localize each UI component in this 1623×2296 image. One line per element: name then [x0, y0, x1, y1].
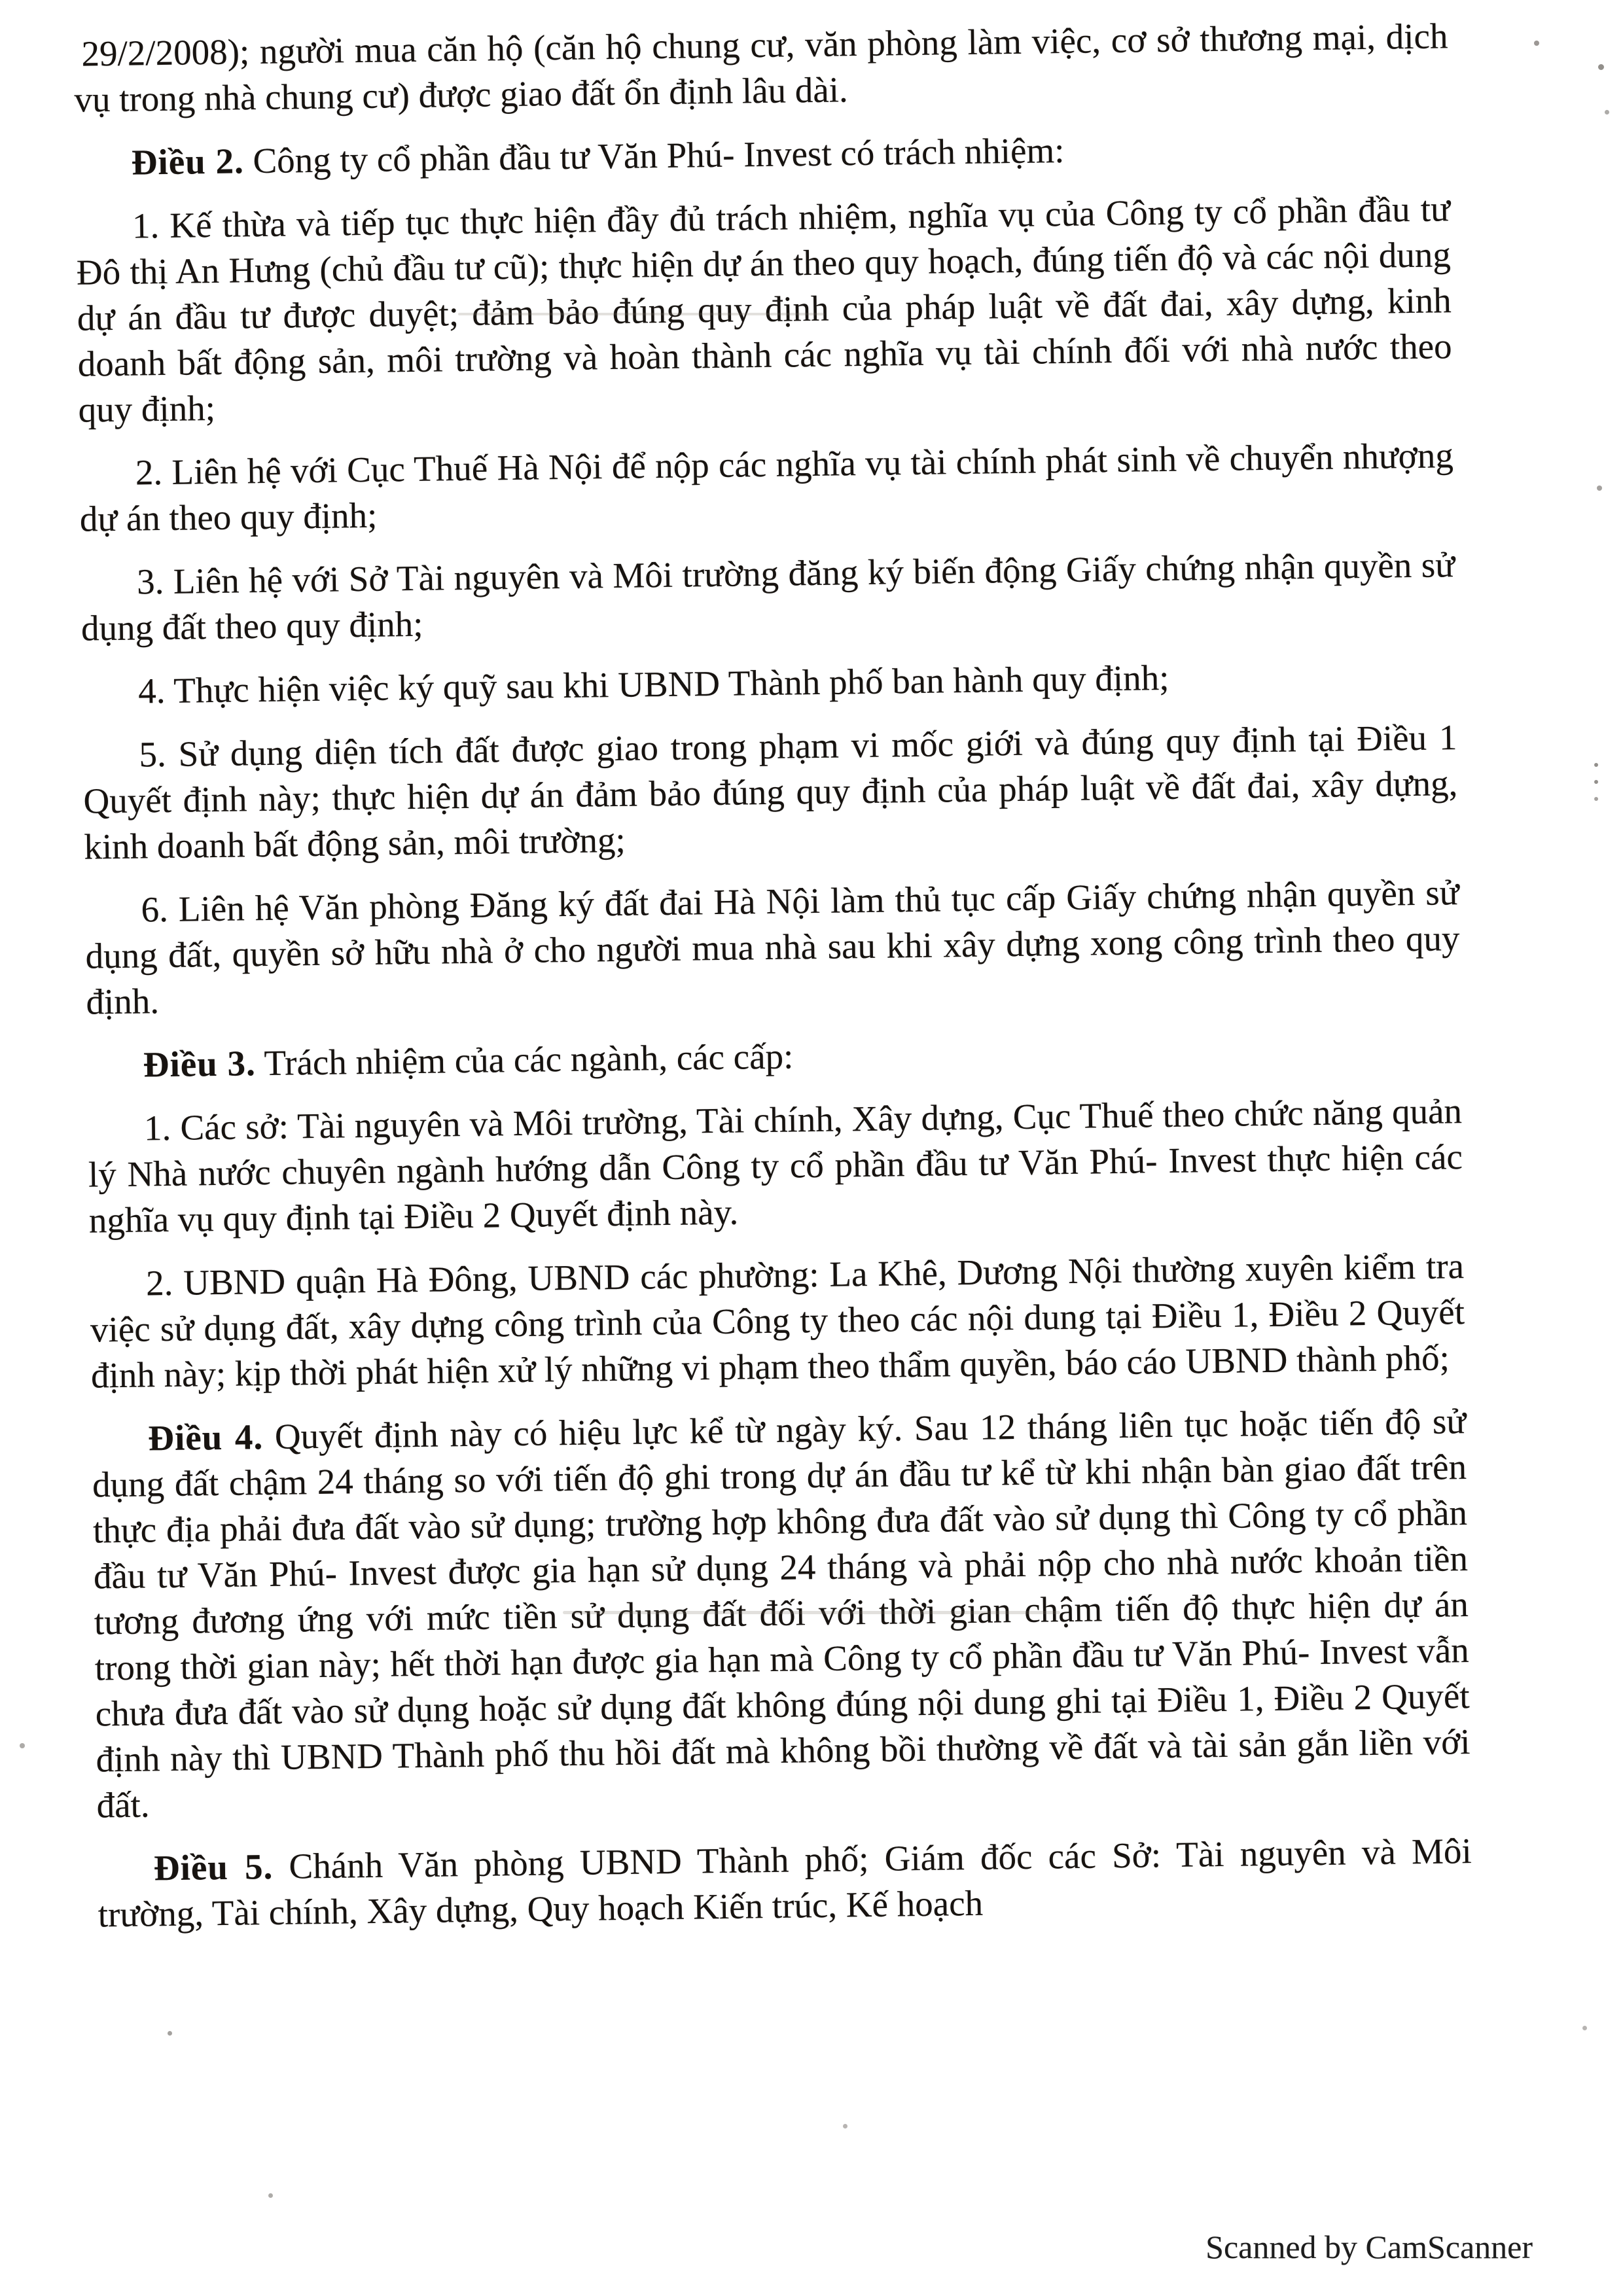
paragraph	[76, 186, 1453, 433]
scan-smudge	[458, 313, 825, 315]
article-label: Điều 2.	[131, 141, 245, 183]
scan-speck	[168, 2031, 172, 2036]
paragraph-text: Chánh Văn phòng UBND Thành phố; Giám đốc các Sở: Tài nguyên và Môi trường, Tài chính, Xây dựng, Quy hoạch Kiến trúc, Kế hoạch	[98, 1831, 1472, 1935]
article-heading-paragraph	[75, 122, 1450, 186]
article-heading-paragraph	[86, 1025, 1461, 1088]
paragraph	[84, 870, 1461, 1025]
paragraph	[82, 715, 1459, 870]
paragraph	[88, 1088, 1464, 1243]
scan-speck	[1594, 797, 1598, 801]
paragraph-text: Trách nhiệm của các ngành, các cấp:	[255, 1036, 794, 1084]
paragraph-text: 6. Liên hệ Văn phòng Đăng ký đất đai Hà Nội làm thủ tục cấp Giấy chứng nhận quyền sử dụng đất, quyền sở hữu nhà ở cho người mua nhà sau khi xây dựng xong công trình theo quy định.	[85, 872, 1460, 1022]
scan-speck	[1605, 110, 1609, 115]
article-label: Điều 4.	[147, 1417, 264, 1458]
scan-speck	[268, 2193, 273, 2198]
scan-speck	[1534, 41, 1539, 46]
scan-speck	[843, 2124, 847, 2128]
paragraph-text: 3. Liên hệ với Sở Tài nguyên và Môi trường đăng ký biến động Giấy chứng nhận quyền sử dụng đất theo quy định;	[80, 544, 1455, 648]
paragraph-text: 2. UBND quận Hà Đông, UBND các phường: La Khê, Dương Nội thường xuyên kiểm tra việc sử dụng đất, xây dựng công trình của Công ty theo các nội dung tại Điều 1, Điều 2 Quyết định này; kịp thời phát hiện xử lý những vi phạm theo thẩm quyền, báo cáo UBND thành phố;	[90, 1246, 1465, 1396]
scan-speck	[1582, 2026, 1587, 2030]
article-label: Điều 5.	[153, 1846, 274, 1888]
paragraph-text: 1. Kế thừa và tiếp tục thực hiện đầy đủ trách nhiệm, nghĩa vụ của Công ty cổ phần đầu tư Đô thị An Hưng (chủ đầu tư cũ); thực hiện dự án theo quy hoạch, đúng tiến độ và các nội dung dự án đầu tư được duyệt; đảm bảo đúng quy định của pháp luật về đất đai, xây dựng, kinh doanh bất động sản, môi trường và hoàn thành các nghĩa vụ tài chính đối với nhà nước theo quy định;	[76, 188, 1452, 430]
document-body	[73, 13, 1472, 1955]
paragraph-text: 4. Thực hiện việc ký quỹ sau khi UBND Thành phố ban hành quy định;	[137, 657, 1169, 711]
scan-speck	[1594, 780, 1598, 784]
paragraph	[82, 651, 1457, 715]
paragraph	[79, 433, 1454, 542]
paragraph-text: 29/2/2008); người mua căn hộ (căn hộ chung cư, văn phòng làm việc, cơ sở thương mại, dịch vụ trong nhà chung cư) được giao đất ổn định lâu dài.	[74, 16, 1448, 120]
paragraph-text: 5. Sử dụng diện tích đất được giao trong phạm vi mốc giới và đúng quy định tại Điều 1 Quyết định này; thực hiện dự án đảm bảo đúng quy định của pháp luật về đất đai, xây dựng, kinh doanh bất động sản, môi trường;	[83, 717, 1458, 867]
paragraph	[80, 542, 1456, 651]
paragraph-text: 1. Các sở: Tài nguyên và Môi trường, Tài chính, Xây dựng, Cục Thuế theo chức năng quản lý Nhà nước chuyên ngành hướng dẫn Công ty cổ phần đầu tư Văn Phú- Invest thực hiện các nghĩa vụ quy định tại Điều 2 Quyết định này.	[88, 1091, 1463, 1241]
camscanner-watermark: Scanned by CamScanner	[1205, 2229, 1533, 2265]
paragraph	[90, 1243, 1466, 1398]
paragraph-text: Quyết định này có hiệu lực kể từ ngày ký. Sau 12 tháng liên tục hoặc tiến độ sử dụng đất chậm 24 tháng so với tiến độ ghi trong dự án đầu tư kể từ khi nhận bàn giao đất trên thực địa phải đưa đất vào sử dụng; trường hợp không đưa đất vào sử dụng thì Công ty cổ phần đầu tư Văn Phú- Invest được gia hạn sử dụng 24 tháng và phải nộp cho nhà nước khoản tiền tương đương ứng với mức tiền sử dụng đất đối với thời gian chậm tiến độ thực hiện dự án trong thời gian này; hết thời hạn được gia hạn mà Công ty cổ phần đầu tư Văn Phú- Invest vẫn chưa đưa đất vào sử dụng hoặc sử dụng đất không đúng nội dung ghi tại Điều 1, Điều 2 Quyết định này thì UBND Thành phố thu hồi đất mà không bồi thường về đất và tài sản gắn liền với đất.	[92, 1401, 1471, 1826]
paragraph	[73, 13, 1449, 122]
scan-speck	[1594, 763, 1598, 767]
scan-smudge	[563, 1611, 1060, 1614]
scan-speck	[1597, 486, 1602, 491]
scan-speck	[20, 1743, 25, 1748]
scan-speck	[1598, 64, 1604, 70]
paragraph-text: Công ty cổ phần đầu tư Văn Phú- Invest có trách nhiệm:	[243, 130, 1065, 181]
article-heading-paragraph	[97, 1828, 1472, 1937]
paragraph-text: 2. Liên hệ với Cục Thuế Hà Nội để nộp các nghĩa vụ tài chính phát sinh về chuyển nhượng dự án theo quy định;	[79, 435, 1454, 539]
article-label: Điều 3.	[143, 1043, 257, 1085]
